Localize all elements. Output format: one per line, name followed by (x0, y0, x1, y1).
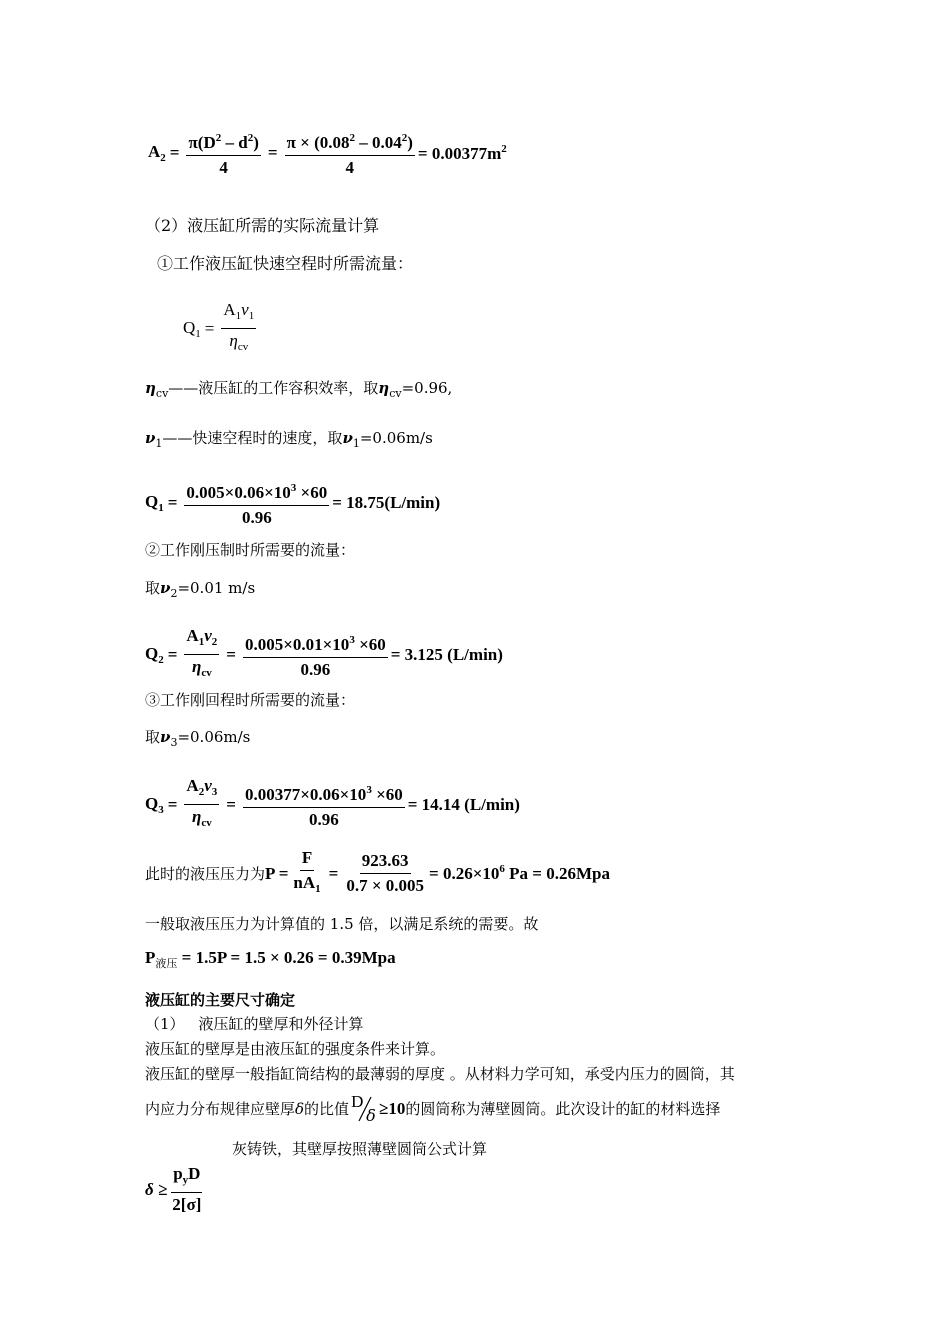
eq-q1-fraction: $\frac{A_1\nu_1}{\eta_{cv}}$ (223, 300, 255, 353)
item-2-title: ②工作刚压制时所需要的流量： (145, 541, 356, 559)
equation-delta: δ ≥ $\frac{p_yD}{2[\sigma]}$ (145, 1164, 202, 1214)
eq-a2-fraction-1: $\frac{\pi(D^2 - d^2)}{4}$ (186, 128, 260, 178)
eq-p-fraction-2: $\frac{923.63}{0.7 \times 0.005}$ (346, 851, 425, 895)
paragraph-2: 液压缸的壁厚一般指缸筒结构的最薄弱的厚度 。从材料力学可知，承受内压力的圆筒，其 (145, 1065, 735, 1083)
take-v2: 取$\nu_2=0.01$ m/s (145, 579, 256, 600)
eq-a2-fraction-2: $\frac{\pi \times (0.08^2 - 0.04^2)}{4}$ (285, 128, 415, 178)
main-heading: 液压缸的主要尺寸确定 (145, 991, 296, 1009)
equation-q1-formula: $Q_1$ = $\frac{A_1\nu_1}{\eta_{cv}}$ (183, 300, 259, 357)
eq-p-fraction-1: $\frac{F}{nA_1}$ (293, 848, 321, 895)
eq-q1-calc-fraction: $\frac{0.005\times 0.06\times 10^3 \times 60}{0.96}$ (184, 478, 329, 528)
item-3-title: ③工作刚回程时所需要的流量： (145, 691, 356, 709)
equation-a2: $A_2$ = $\frac{\pi(D^2 - d^2)}{4}$ = $\frac{\pi \times (0.08^2 - 0.04^2)}{4}$ = $0.00377m^2$ (148, 128, 507, 178)
equation-p: 此时的液压压力为 P = $\frac{F}{nA_1}$ = $\frac{923.63}{0.7 \times 0.005}$ = $0.26\times 10^6$ Pa = 0.26Mpa (145, 848, 610, 899)
item-1-title: ①工作液压缸快速空程时所需流量： (157, 254, 414, 273)
equation-p-hydraulic: $P_{液压} = 1.5P = 1.5 \times 0.26 = 0.39Mpa$ (145, 948, 396, 970)
definition-eta: $\eta_{cv}——$液压缸的工作容积效率，取$\eta_{cv}=0.96$, (145, 379, 453, 400)
eq-q3-fraction-1: $\frac{A_2\nu_3}{\eta_{cv}}$ (186, 776, 218, 829)
definition-v1: $\nu_1——$快速空程时的速度，取$\nu_1=0.06m/s$ (145, 429, 433, 450)
equation-q1-calc: $Q_1$ = $\frac{0.005\times 0.06\times 10^3 \times 60}{0.96}$ = 18.75(L/min) (145, 478, 440, 528)
sub-section-1: （1） 液压缸的壁厚和外径计算 (145, 1015, 364, 1033)
eq-a2-lhs: $A_2$ (148, 142, 166, 164)
eq-a2-result: = $0.00377m^2$ (417, 142, 507, 163)
general-text: 一般取液压压力为计算值的 1.5 倍，以满足系统的需要。故 (145, 915, 539, 933)
equation-q3: $Q_3$ = $\frac{A_2\nu_3}{\eta_{cv}}$ = $\frac{0.00377\times 0.06\times 10^3 \times 60}{0.96}$ = 14.14 (L/min) (145, 776, 520, 833)
take-v3: 取$\nu_3=0.06m/s$ (145, 728, 251, 749)
paragraph-4: 灰铸铁，其壁厚按照薄壁圆筒公式计算 (232, 1140, 488, 1158)
eq-q2-fraction-1: $\frac{A_1\nu_2}{\eta_{cv}}$ (186, 626, 218, 679)
equation-q2: $Q_2$ = $\frac{A_1\nu_2}{\eta_{cv}}$ = $\frac{0.005\times 0.01\times 10^3 \times 60}{0.96}$ = 3.125 (L/min) (145, 626, 503, 683)
eq-q3-fraction-2: $\frac{0.00377\times 0.06\times 10^3 \times 60}{0.96}$ (243, 780, 405, 830)
eq-q2-fraction-2: $\frac{0.005\times 0.01\times 10^3 \times 60}{0.96}$ (243, 630, 388, 680)
paragraph-1: 液压缸的壁厚是由液压缸的强度条件来计算。 (145, 1040, 446, 1058)
paragraph-3: 内应力分布规律应壁厚 δ 的比值 D δ ≥10 的圆筒称为薄壁圆筒。此次设计的缸的材料选择 (145, 1092, 721, 1125)
eq-delta-fraction: $\frac{p_yD}{2[\sigma]}$ (172, 1164, 202, 1214)
section-2-title: （2）液压缸所需的实际流量计算 (145, 216, 380, 235)
ratio-d-delta: D δ (351, 1092, 376, 1125)
